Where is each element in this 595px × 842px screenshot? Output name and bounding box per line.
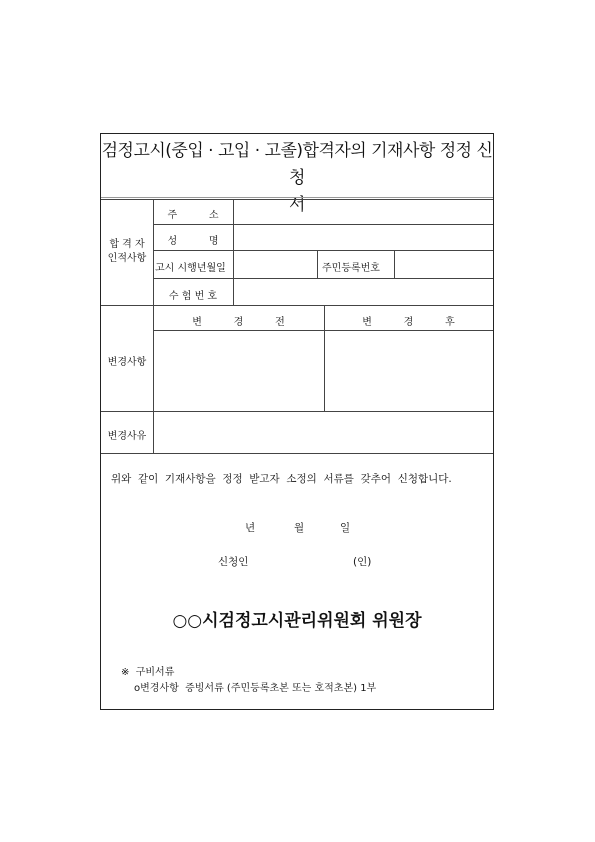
applicant-group-label (101, 238, 153, 266)
form-title-line1: 검정고시(중입 · 고입 · 고졸)합격자의 기재사항 정정 신청 (101, 141, 493, 188)
exam-date-field[interactable] (234, 251, 317, 278)
application-form (100, 133, 494, 710)
date-year-label: 년 (245, 522, 256, 534)
title-divider-light (101, 197, 493, 198)
after-label: 변 경 후 (362, 317, 455, 328)
attachments-item: o변경사항 증빙서류 (주민등록초본 또는 호적초본) 1부 (134, 683, 377, 694)
address-label: 주 소 (167, 210, 219, 221)
resident-no-field[interactable] (395, 251, 493, 278)
exam-no-field[interactable] (234, 279, 493, 305)
date-month-label: 월 (294, 522, 305, 534)
form-title-line2: 서 (289, 195, 305, 215)
reason-field[interactable] (154, 412, 493, 453)
applicant-group-label-line1: 합 격 자 (109, 239, 145, 250)
section-divider-1 (101, 305, 493, 306)
resident-no-label: 주민등록번호 (322, 263, 380, 274)
name-field[interactable] (234, 225, 493, 250)
exam-date-divider (317, 250, 318, 278)
date-day-label: 일 (340, 522, 351, 534)
exam-no-label: 수 험 번 호 (168, 291, 218, 302)
before-label: 변 경 전 (192, 317, 285, 328)
seal-label: (인) (353, 556, 372, 568)
applicant-group-label-line2: 인적사항 (107, 253, 147, 264)
before-field[interactable] (154, 331, 324, 411)
section-divider-3 (101, 453, 493, 454)
after-field[interactable] (325, 331, 493, 411)
application-statement: 위와 같이 기재사항을 정정 받고자 소정의 서류를 갖추어 신청합니다. (111, 473, 452, 485)
applicant-signature-label: 신청인 (218, 556, 249, 568)
change-group-label: 변경사항 (107, 357, 147, 368)
name-label: 성 명 (167, 236, 219, 247)
reason-label: 변경사유 (107, 431, 147, 442)
address-field[interactable] (234, 200, 493, 224)
attachments-heading: ※ 구비서류 (121, 667, 175, 678)
recipient-heading: ○○시검정고시관리위원회 위원장 (172, 611, 422, 631)
exam-date-label: 고시 시행년월일 (155, 263, 226, 274)
